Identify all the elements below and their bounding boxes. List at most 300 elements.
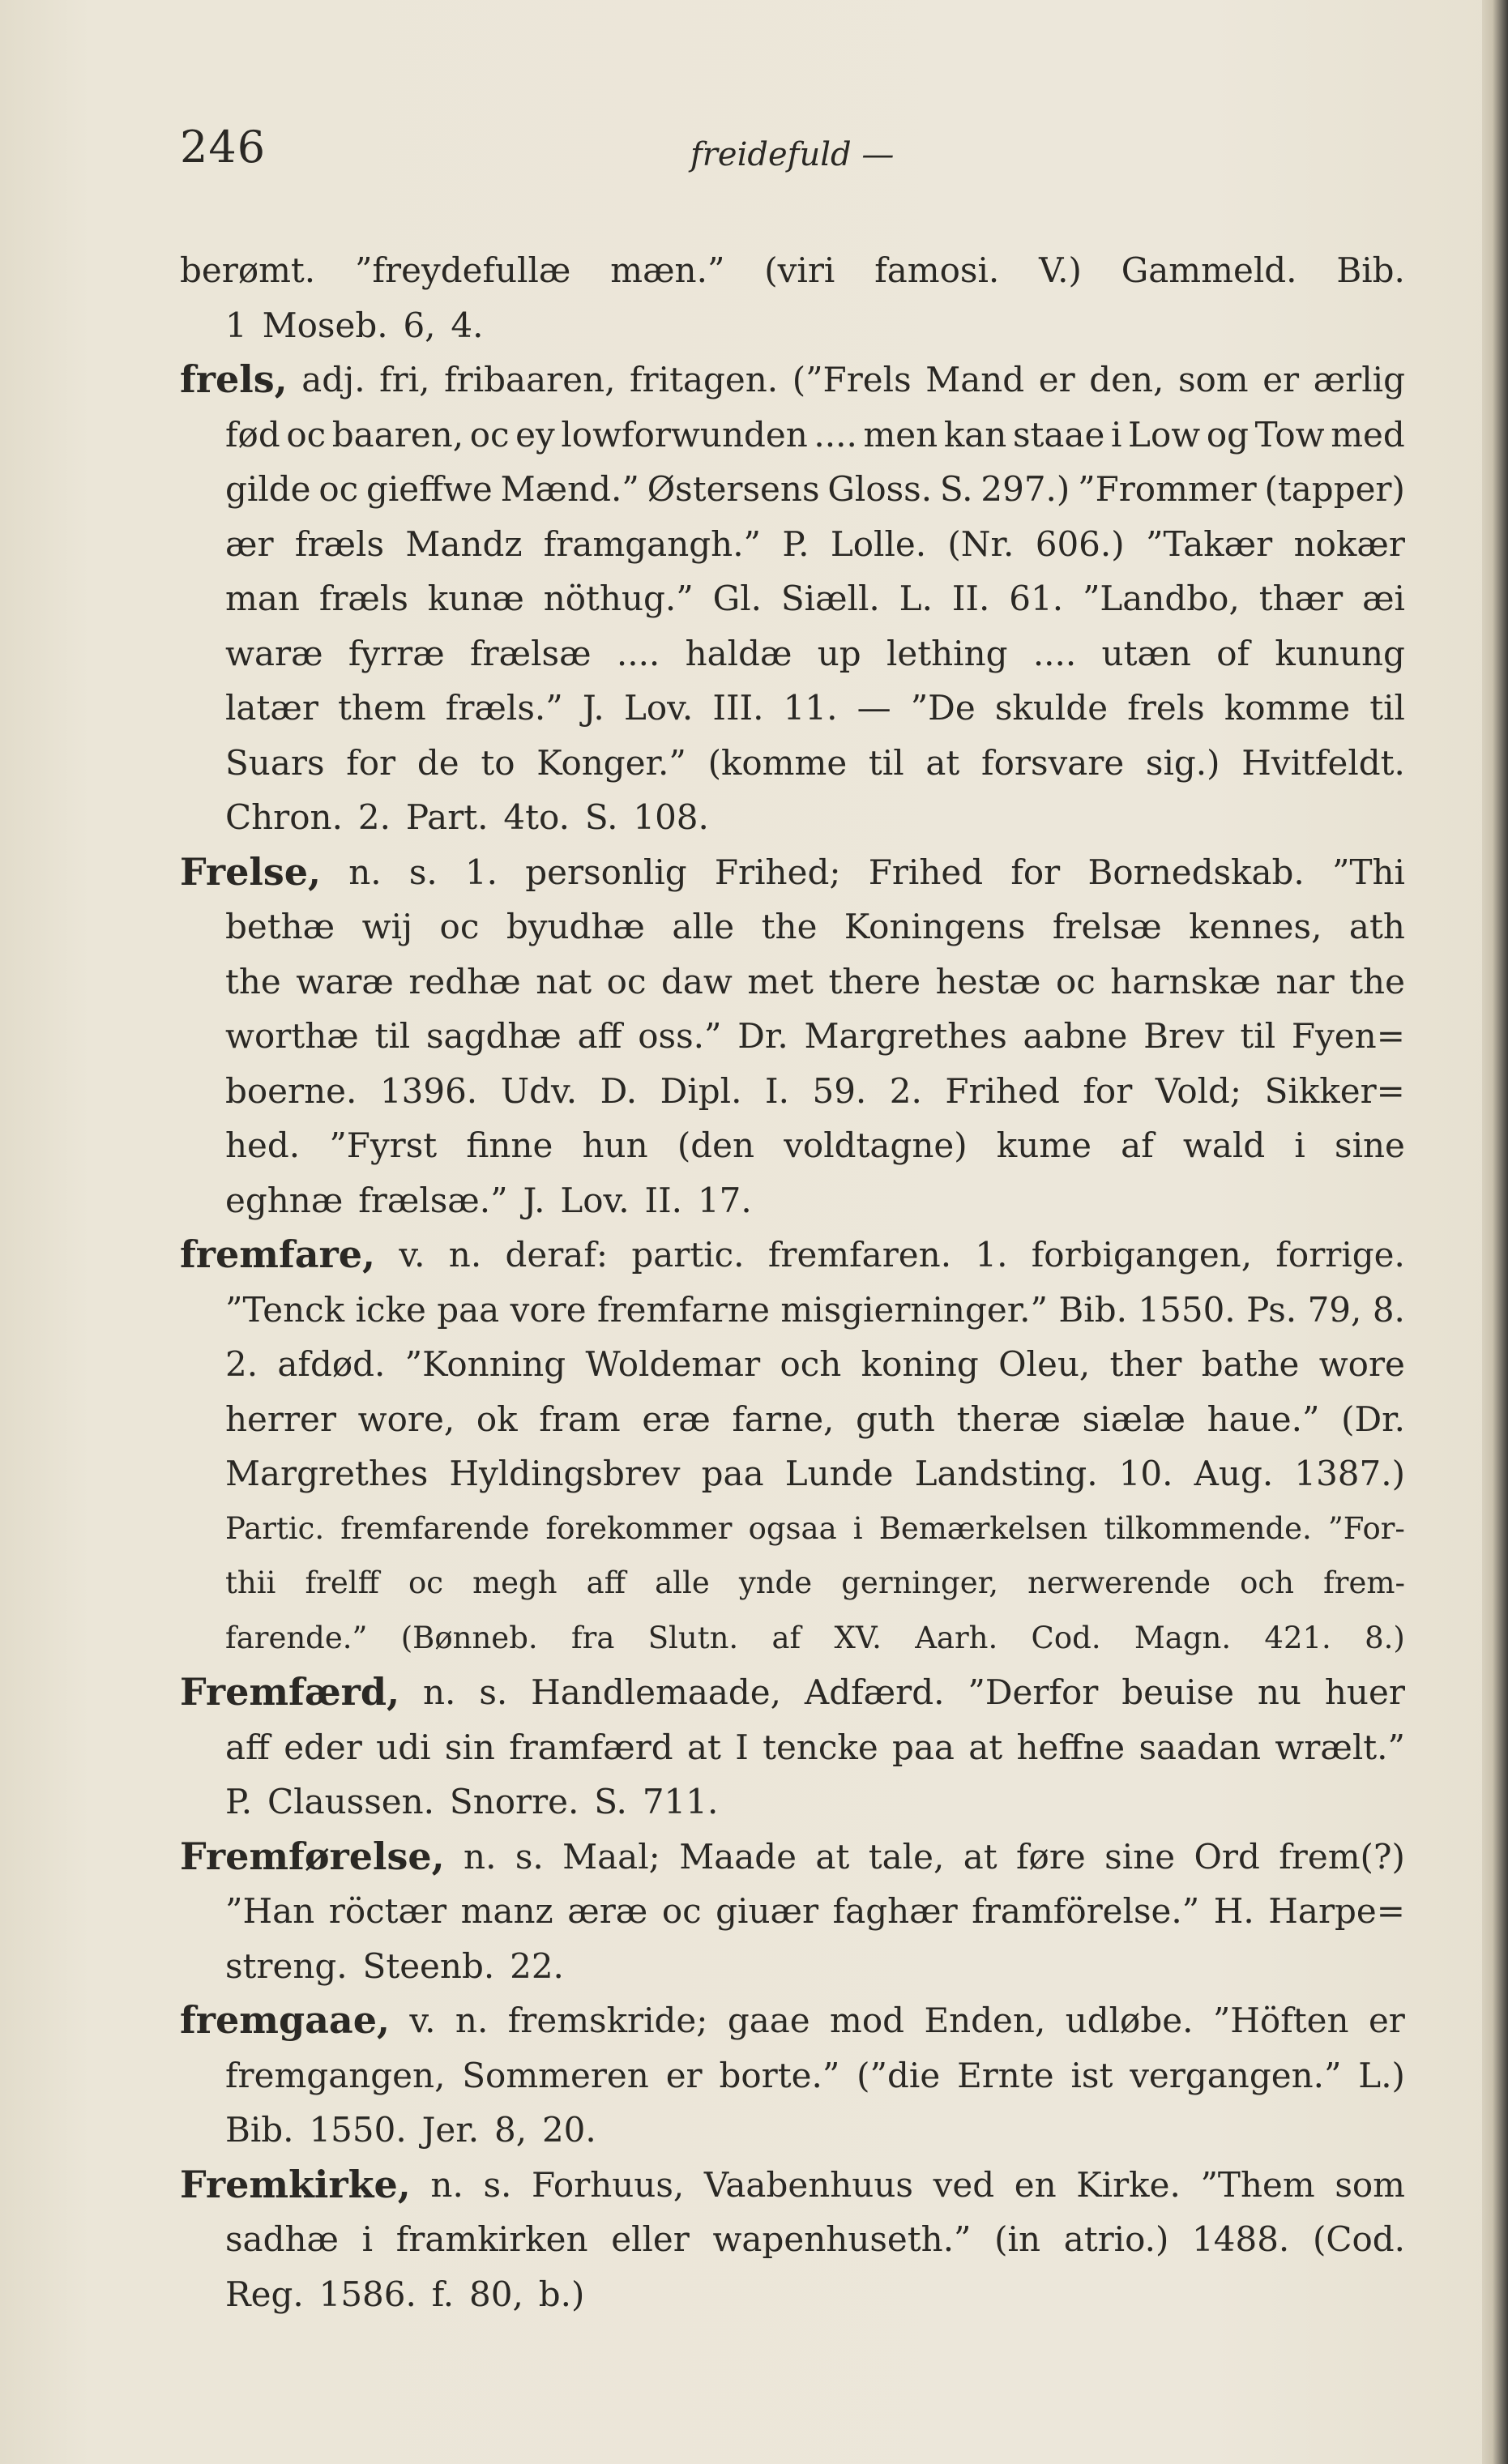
word: Mand [925, 360, 1025, 399]
word: (”die [857, 2055, 941, 2095]
text-line [180, 2267, 1405, 2322]
word: (Cod. [1312, 2219, 1405, 2259]
word: kan [943, 414, 1007, 455]
word: L. [899, 579, 933, 618]
word: finne [466, 1125, 553, 1165]
word: af [771, 1620, 801, 1655]
word: Gl. [712, 579, 762, 618]
word: kume [996, 1125, 1091, 1165]
word: the [1349, 961, 1405, 1001]
word: boerne. [225, 1070, 357, 1111]
entry-headword: Fremfærd, [180, 1670, 400, 1714]
word: ther [1109, 1344, 1182, 1384]
word: eder [284, 1727, 362, 1767]
word: mod [830, 2001, 905, 2040]
word: som [1177, 360, 1249, 399]
word: vergangen.” [1130, 2055, 1342, 2095]
word: Hvitfeldt. [1241, 742, 1405, 783]
word: Udv. [500, 1070, 578, 1111]
word: er [665, 2055, 703, 2095]
word: af [1121, 1125, 1154, 1165]
word: sin [444, 1727, 495, 1767]
word: II. [644, 1180, 683, 1220]
word: gilde [225, 469, 311, 509]
word: lowforwunden [561, 414, 808, 455]
word: Koningens [844, 907, 1026, 946]
word: wapenhuseth.” [712, 2219, 972, 2259]
word: beuise [1121, 1672, 1234, 1712]
word: Tow [1254, 414, 1325, 455]
text-line [180, 1392, 1405, 1447]
word: I. [764, 1070, 789, 1111]
word: ist [1070, 2055, 1113, 2095]
word: Bib. [1336, 250, 1405, 290]
word: H. [1213, 1891, 1254, 1931]
word: Østersens [647, 469, 820, 509]
word: Frihed [868, 852, 984, 892]
word: 606.) [1035, 523, 1125, 564]
word: mæn.” [610, 250, 725, 290]
word: streng. [225, 1945, 348, 1986]
word: fritagen. [630, 360, 779, 399]
word: n. [430, 2164, 464, 2205]
word: waræ [225, 633, 323, 673]
word: 1396. [379, 1070, 478, 1111]
word: wrælt.” [1275, 1727, 1405, 1767]
word: Frihed [945, 1070, 1060, 1111]
word: herrer [225, 1399, 336, 1439]
word: med [1331, 414, 1405, 455]
word: 2. [225, 1344, 258, 1384]
word: worthæ [225, 1016, 359, 1056]
word: v. [409, 2001, 436, 2040]
word: i [361, 2219, 374, 2259]
word: D. [600, 1070, 638, 1111]
word: v. [399, 1235, 425, 1275]
text-line [180, 1173, 1405, 1228]
word: Claussen. [267, 1782, 435, 1821]
word: eller [611, 2219, 690, 2259]
word: 1586. [318, 2274, 417, 2314]
word: n. [455, 2001, 489, 2040]
word: Sommeren [462, 2055, 649, 2095]
word: fra [570, 1620, 615, 1655]
word: kunæ [427, 579, 524, 618]
word: haldæ [685, 633, 792, 673]
word: nerwerende [1027, 1565, 1211, 1600]
word: 4. [451, 305, 484, 345]
word: i [1294, 1125, 1305, 1165]
word: framkirken [395, 2219, 588, 2259]
word: Handlemaade, [531, 1672, 782, 1712]
word: f. [431, 2274, 455, 2314]
text-line [180, 1830, 1405, 1885]
text-line [180, 243, 1405, 298]
word: misgierninger.” [780, 1289, 1048, 1330]
word: sagdhæ [425, 1016, 562, 1056]
word: b.) [538, 2274, 585, 2314]
text-line [180, 1611, 1405, 1666]
word: berømt. [180, 250, 316, 290]
text-line [180, 517, 1405, 572]
dictionary-text [180, 243, 1405, 2321]
text-line [180, 681, 1405, 736]
word: harnskæ [1110, 961, 1261, 1001]
word: Dr. [737, 1016, 788, 1056]
word: ”For- [1327, 1510, 1405, 1546]
word: wore, [357, 1399, 455, 1439]
word: Adfærd. [804, 1672, 945, 1712]
word: 1550. [309, 2110, 407, 2150]
word: ”Landbo, [1082, 579, 1240, 618]
word: Dipl. [660, 1070, 742, 1111]
word: theræ [956, 1399, 1061, 1439]
word: oc [408, 1565, 443, 1600]
word: siælæ [1082, 1399, 1185, 1439]
word: frelff [305, 1565, 379, 1600]
word: Enden, [924, 2001, 1046, 2040]
word: fri, [379, 360, 430, 399]
word: oc [661, 1891, 702, 1931]
word: Sikker= [1264, 1070, 1405, 1111]
word: æi [1362, 579, 1405, 618]
word: frælsæ [470, 633, 592, 673]
word: III. [712, 688, 764, 728]
word: frem(?) [1279, 1836, 1405, 1877]
word: fræls.” [445, 688, 563, 728]
word: ”Them [1200, 2164, 1315, 2205]
word: Magn. [1134, 1620, 1232, 1655]
word: 80, [469, 2274, 523, 2314]
word: Reg. [225, 2274, 304, 2314]
word: 1550. [1138, 1289, 1236, 1330]
word: aabne [1023, 1016, 1128, 1056]
word: ynde [738, 1565, 813, 1600]
word: framförelse.” [972, 1891, 1200, 1931]
word: s. [408, 852, 438, 892]
word: aff [577, 1016, 622, 1056]
word: Woldemar [585, 1344, 761, 1384]
word: de [417, 742, 459, 783]
word: til [868, 742, 904, 783]
word: Lov. [623, 688, 694, 728]
text-line [180, 1665, 1405, 1720]
word: Bornedskab. [1087, 852, 1305, 892]
word: eræ [642, 1399, 711, 1439]
word: Vaabenhuus [703, 2164, 913, 2205]
word: nat [536, 961, 592, 1001]
text-line [180, 298, 1405, 353]
word: Gammeld. [1121, 250, 1297, 290]
word: tale, [868, 1836, 945, 1877]
word: fræls [294, 523, 384, 564]
word: ær [225, 523, 274, 564]
text-line [180, 1337, 1405, 1392]
word: ”Konning [404, 1344, 566, 1384]
word: komme [1224, 688, 1351, 728]
word: kunung [1275, 633, 1405, 673]
word: (”Frels [792, 360, 912, 399]
word: redhæ [408, 961, 521, 1001]
word: waræ [296, 961, 394, 1001]
word: kennes, [1189, 907, 1322, 946]
entry-headword: Fremførelse, [180, 1834, 445, 1878]
word: vore [510, 1289, 587, 1330]
word: Oleu, [998, 1344, 1091, 1384]
word: oc [439, 907, 480, 946]
word: hestæ [935, 961, 1041, 1001]
word: lething [886, 633, 1008, 673]
word: 297.) [980, 469, 1070, 509]
word: .... [1032, 633, 1077, 673]
word: voldtagne) [784, 1125, 968, 1165]
word: 4to. [503, 797, 570, 837]
word: 17. [697, 1180, 752, 1220]
word: Lunde [784, 1454, 894, 1493]
word: æræ [567, 1891, 648, 1931]
word: P. [225, 1782, 253, 1821]
entry-headword: Frelse, [180, 849, 322, 894]
word: fremskride; [507, 2001, 708, 2040]
word: Snorre. [449, 1782, 579, 1821]
word: ved [933, 2164, 995, 2205]
word: ”Höften [1212, 2001, 1349, 2040]
word: 2. [889, 1070, 922, 1111]
word: at [925, 742, 960, 783]
word: og [1206, 414, 1249, 455]
text-line [180, 571, 1405, 626]
word: wore [1318, 1344, 1405, 1384]
word: guth [856, 1399, 935, 1439]
word: J. [582, 688, 604, 728]
word: ”Takær [1145, 523, 1273, 564]
word: Margrethes [804, 1016, 1007, 1056]
text-line [180, 1118, 1405, 1173]
word: wald [1182, 1125, 1266, 1165]
word: føre [1016, 1836, 1086, 1877]
word: tilkommende. [1104, 1510, 1312, 1546]
word: ”De [910, 688, 976, 728]
word: icke [355, 1289, 426, 1330]
word: n. [448, 1235, 482, 1275]
word: byudhæ [506, 907, 645, 946]
word: paa [437, 1289, 500, 1330]
word: til [1240, 1016, 1276, 1056]
word: farne, [732, 1399, 835, 1439]
word: Moseb. [262, 305, 388, 345]
word: Hyldingsbrev [449, 1454, 681, 1493]
word: Maade [679, 1836, 797, 1877]
word: och [780, 1344, 842, 1384]
word: Vold; [1155, 1070, 1242, 1111]
word: oc [318, 469, 359, 509]
text-line [180, 1446, 1405, 1501]
text-line [180, 1501, 1405, 1557]
word: Margrethes [225, 1454, 429, 1493]
word: manz [460, 1891, 553, 1931]
text-line [180, 1774, 1405, 1830]
word: gaae [727, 2001, 810, 2040]
word: frelsæ [1052, 907, 1162, 946]
word: Siæll. [780, 579, 880, 618]
word: 1. [464, 852, 498, 892]
word: up [817, 633, 861, 673]
entry-headword: fremfare, [180, 1232, 376, 1276]
word: paa [892, 1727, 955, 1767]
text-line [180, 2048, 1405, 2103]
word: bethæ [225, 907, 335, 946]
word: baaren, [331, 414, 464, 455]
word: S. [594, 1782, 627, 1821]
word: sine [1335, 1125, 1405, 1165]
word: s. [483, 2164, 512, 2205]
text-line [180, 2212, 1405, 2267]
text-line [180, 1283, 1405, 1338]
word: V.) [1039, 250, 1082, 290]
word: ”Tenck [225, 1289, 345, 1330]
word: heffne [1016, 1727, 1126, 1767]
word: faghær [832, 1891, 958, 1931]
word: nar [1275, 961, 1335, 1001]
word: Harpe= [1268, 1891, 1405, 1931]
word: fribaaren, [444, 360, 616, 399]
text-line [180, 1939, 1405, 1994]
word: staae [1012, 414, 1105, 455]
word: fremfarne [597, 1289, 770, 1330]
word: P. [782, 523, 810, 564]
word: Bib. [225, 2110, 294, 2150]
text-line [180, 954, 1405, 1010]
word: oss.” [638, 1016, 722, 1056]
text-line [180, 1556, 1405, 1611]
word: 10. [1118, 1454, 1173, 1493]
word: sine [1104, 1836, 1176, 1877]
word: 8.) [1365, 1620, 1405, 1655]
word: Lolle. [830, 523, 927, 564]
word: 61. [1009, 579, 1064, 618]
word: Frihed; [714, 852, 841, 892]
word: skulde [994, 688, 1109, 728]
word: ”Fyrst [329, 1125, 438, 1165]
word: thii [225, 1565, 276, 1600]
word: fremfaren. [767, 1235, 952, 1275]
running-head-word: freidefuld — [690, 136, 895, 173]
text-line [180, 1009, 1405, 1064]
word: 2. [357, 797, 391, 837]
word: framfærd [509, 1727, 673, 1767]
word: Bemærkelsen [878, 1510, 1088, 1546]
word: them [338, 688, 426, 728]
word: 8, [493, 2110, 528, 2150]
word: .... [616, 633, 660, 673]
word: at [968, 1727, 1003, 1767]
word: for [1083, 1070, 1133, 1111]
word: den, [1089, 360, 1164, 399]
word: S. [939, 469, 973, 509]
word: framgangh.” [543, 523, 762, 564]
word: ”Derfor [968, 1672, 1099, 1712]
word: megh [472, 1565, 557, 1600]
word: Slutn. [647, 1620, 739, 1655]
word: atrio.) [1063, 2219, 1169, 2259]
word: Konger.” [536, 742, 686, 783]
word: frælsæ.” [358, 1180, 508, 1220]
word: Part. [405, 797, 489, 837]
word: — [857, 688, 891, 728]
word: I [735, 1727, 749, 1767]
word: som [1335, 2164, 1405, 2205]
word: (Bønneb. [400, 1620, 538, 1655]
word: huer [1324, 1672, 1405, 1712]
word: daw [660, 961, 733, 1001]
word: Low [1128, 414, 1201, 455]
word: .... [814, 414, 857, 455]
word: 8. [1372, 1289, 1405, 1330]
word: ”freydefullæ [355, 250, 571, 290]
word: Lov. [560, 1180, 630, 1220]
word: Suars [225, 742, 325, 783]
word: (Dr. [1341, 1399, 1405, 1439]
word: 711. [642, 1782, 719, 1821]
text-line [180, 408, 1405, 463]
word: och [1240, 1565, 1294, 1600]
word: the [225, 961, 281, 1001]
word: of [1216, 633, 1250, 673]
text-line [180, 1228, 1405, 1283]
word: Landsting. [914, 1454, 1098, 1493]
word: sig.) [1145, 742, 1220, 783]
word: (viri [764, 250, 835, 290]
word: saadan [1138, 1727, 1262, 1767]
word: fød [225, 414, 280, 455]
word: fram [539, 1399, 621, 1439]
word: at [815, 1836, 850, 1877]
word: Mandz [405, 523, 523, 564]
word: 20. [541, 2110, 596, 2150]
word: to [481, 742, 515, 783]
word: II. [951, 579, 990, 618]
word: Jer. [421, 2110, 480, 2150]
word: famosi. [874, 250, 1000, 290]
entry-headword: Fremkirke, [180, 2162, 411, 2206]
entry-headword: fremgaae, [180, 1998, 391, 2042]
word: Ps. [1246, 1289, 1297, 1330]
word: ”Thi [1331, 852, 1405, 892]
word: Steenb. [362, 1945, 495, 1986]
word: alle [672, 907, 735, 946]
text-line [180, 1720, 1405, 1775]
word: 59. [812, 1070, 867, 1111]
word: oc [469, 414, 510, 455]
word: aff [586, 1565, 626, 1600]
word: Brev [1143, 1016, 1224, 1056]
word: (tapper) [1264, 469, 1405, 509]
word: til [374, 1016, 411, 1056]
text-line [180, 462, 1405, 517]
word: sadhæ [225, 2219, 340, 2259]
word: ”Han [225, 1891, 315, 1931]
word: alle [655, 1565, 710, 1600]
word: til [1369, 688, 1405, 728]
running-head [180, 122, 1395, 186]
word: fremgangen, [225, 2055, 446, 2095]
word: nokær [1293, 523, 1405, 564]
word: 1 [225, 305, 247, 345]
word: personlig [525, 852, 687, 892]
word: oc [286, 414, 327, 455]
word: fræls [318, 579, 408, 618]
word: fyrræ [348, 633, 445, 673]
